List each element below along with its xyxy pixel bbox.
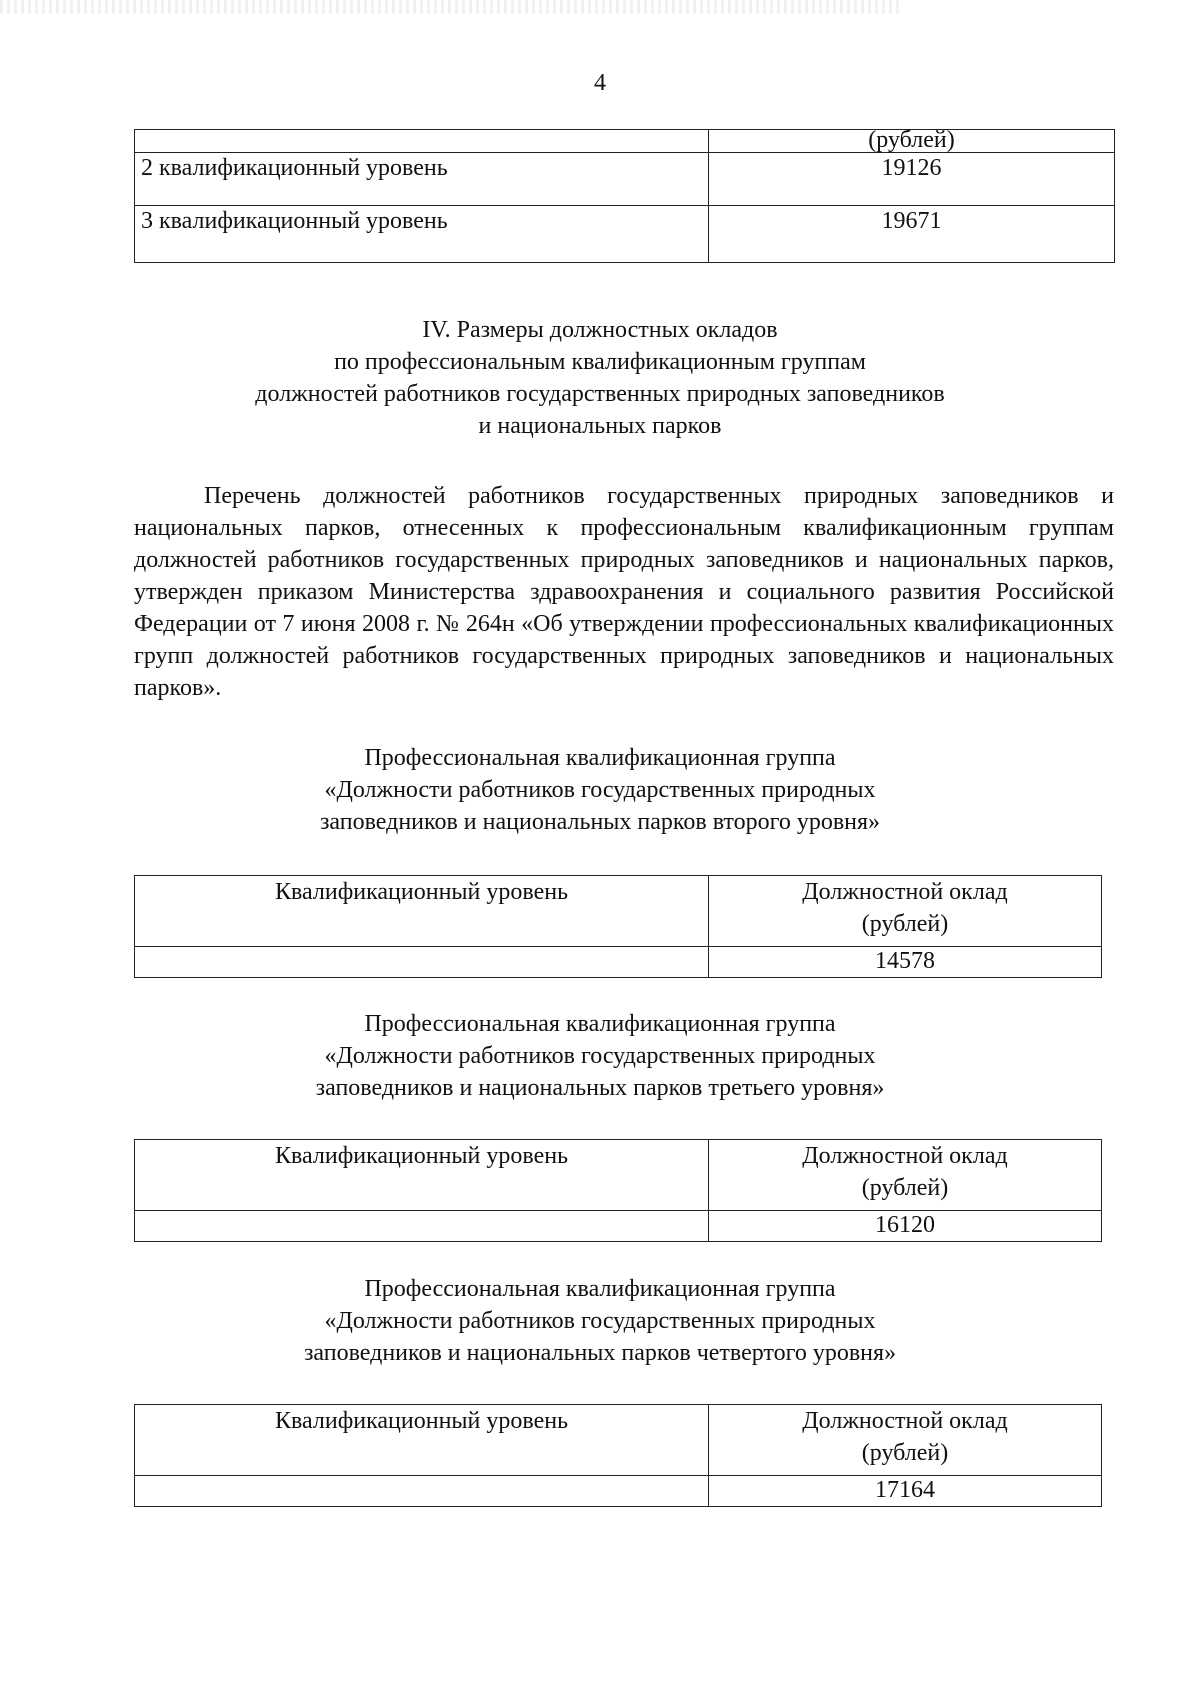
unit-header: (рублей) xyxy=(709,130,1115,153)
table-cell-empty xyxy=(135,130,709,153)
page-number: 4 xyxy=(594,70,606,96)
table-header-row xyxy=(135,1405,1102,1476)
heading-line: по профессиональным квалификационным группам xyxy=(334,349,866,375)
salary-header-unit: (рублей) xyxy=(861,911,949,937)
salary-header-unit: (рублей) xyxy=(861,1175,949,1201)
column-header-level: Квалификационный уровень xyxy=(135,1140,709,1211)
group-title-line: Профессиональная квалификационная группа xyxy=(364,1276,836,1302)
salary-header-line: Должностной оклад xyxy=(802,1408,1008,1434)
qualification-level-label xyxy=(135,1476,709,1507)
qualification-level-label: 2 квалификационный уровень xyxy=(135,153,709,206)
group-title-line: заповедников и национальных парков второго уровня» xyxy=(319,809,881,835)
table-header-row xyxy=(135,1140,1102,1211)
salary-header-line: Должностной оклад xyxy=(802,879,1008,905)
group-title-line: Профессиональная квалификационная группа xyxy=(364,1011,836,1037)
salary-table-level-3 xyxy=(134,1139,1102,1242)
heading-line: и национальных парков xyxy=(478,413,722,439)
table-row xyxy=(135,1476,1102,1507)
heading-line: должностей работников государственных природных заповедников xyxy=(255,381,945,407)
qualification-level-label xyxy=(135,1211,709,1242)
body-paragraph: Перечень должностей работников государственных природных заповедников и национальных парков, отнесенных к профессиональным квалификационным группам должностей работников государственных природных заповедников и национальных парков, утвержден приказом Министерства здравоохранения и социального развития Российской Федерации от 7 июня 2008 г. № 264н «Об утверждении профессиональных квалификационных групп должностей работников государственных природных заповедников и национальных парков». xyxy=(134,483,1114,701)
table-row xyxy=(135,130,1115,153)
group-title-line: «Должности работников государственных природных xyxy=(324,1308,876,1334)
salary-table-level-2 xyxy=(134,875,1102,978)
scan-artifact xyxy=(0,0,900,14)
salary-table-continued xyxy=(134,129,1115,263)
group-title xyxy=(0,1008,1200,1104)
salary-header-line: Должностной оклад xyxy=(802,1143,1008,1169)
group-title xyxy=(0,1273,1200,1369)
group-title-line: Профессиональная квалификационная группа xyxy=(364,745,836,771)
table-row xyxy=(135,206,1115,263)
heading-line: IV. Размеры должностных окладов xyxy=(422,317,778,343)
column-header-salary xyxy=(709,1140,1102,1211)
salary-value: 16120 xyxy=(709,1211,1102,1242)
group-title-line: заповедников и национальных парков четвертого уровня» xyxy=(303,1340,897,1366)
table-row xyxy=(135,1211,1102,1242)
salary-header-unit: (рублей) xyxy=(861,1440,949,1466)
qualification-level-label xyxy=(135,947,709,978)
salary-table-level-4 xyxy=(134,1404,1102,1507)
column-header-salary xyxy=(709,1405,1102,1476)
column-header-level: Квалификационный уровень xyxy=(135,876,709,947)
salary-value: 17164 xyxy=(709,1476,1102,1507)
salary-value: 19671 xyxy=(709,206,1115,263)
group-title xyxy=(0,742,1200,838)
salary-value: 14578 xyxy=(709,947,1102,978)
qualification-level-label: 3 квалификационный уровень xyxy=(135,206,709,263)
column-header-salary xyxy=(709,876,1102,947)
table-row xyxy=(135,153,1115,206)
table-header-row xyxy=(135,876,1102,947)
group-title-line: «Должности работников государственных природных xyxy=(324,1043,876,1069)
salary-value: 19126 xyxy=(709,153,1115,206)
group-title-line: «Должности работников государственных природных xyxy=(324,777,876,803)
column-header-level: Квалификационный уровень xyxy=(135,1405,709,1476)
table-row xyxy=(135,947,1102,978)
group-title-line: заповедников и национальных парков третьего уровня» xyxy=(315,1075,885,1101)
section-heading xyxy=(0,314,1200,442)
